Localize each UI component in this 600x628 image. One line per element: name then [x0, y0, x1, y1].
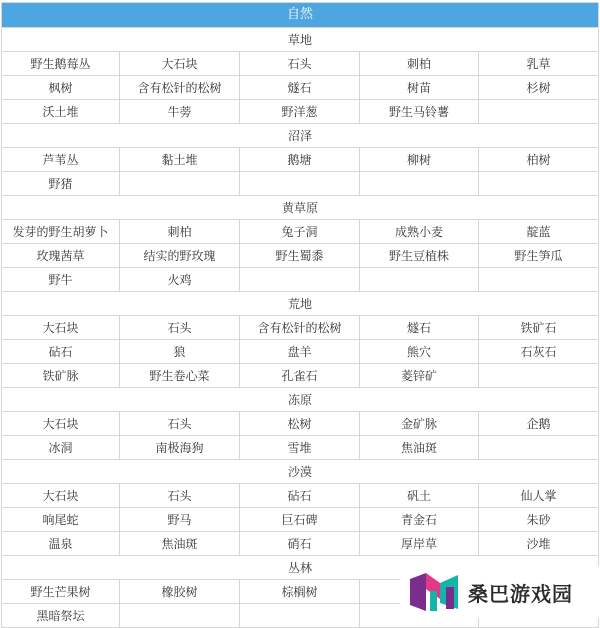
table-cell: 砧石: [2, 340, 120, 364]
table-cell: 企鹅: [479, 412, 599, 436]
site-logo-icon: [406, 569, 464, 615]
table-header-row: [2, 3, 599, 28]
table-cell: 野生豆植株: [360, 244, 479, 268]
table-cell: 松树: [240, 412, 360, 436]
table-cell: 大石块: [2, 484, 120, 508]
table-cell: [479, 268, 599, 292]
table-cell: 朱砂: [479, 508, 599, 532]
table-cell: 柳树: [360, 148, 479, 172]
section-header-row: [2, 196, 599, 220]
table-cell: 硝石: [240, 532, 360, 556]
table-cell: 野生笋瓜: [479, 244, 599, 268]
table-cell: 温泉: [2, 532, 120, 556]
table-cell: 野猪: [2, 172, 120, 196]
table-row: [2, 364, 599, 388]
table-cell: 南极海狗: [120, 436, 240, 460]
table-cell: 刺柏: [120, 220, 240, 244]
table-row: [2, 100, 599, 124]
nature-table: [1, 2, 599, 628]
table-cell: 燧石: [360, 316, 479, 340]
table-cell: 刺柏: [360, 52, 479, 76]
table-cell: 黑暗祭坛: [2, 604, 120, 628]
table-row: [2, 436, 599, 460]
table-body: [2, 28, 599, 628]
section-title: 冻原: [2, 388, 599, 412]
table-cell: 金矿脉: [360, 412, 479, 436]
table-cell: 火鸡: [120, 268, 240, 292]
table-cell: 结实的野玫瑰: [120, 244, 240, 268]
table-cell: 石头: [240, 52, 360, 76]
table-cell: 雪堆: [240, 436, 360, 460]
table-cell: 盘羊: [240, 340, 360, 364]
table-row: [2, 268, 599, 292]
table-cell: 野生蜀黍: [240, 244, 360, 268]
table-cell: 含有松针的松树: [120, 76, 240, 100]
section-title: 沙漠: [2, 460, 599, 484]
section-title: 丛林: [2, 556, 599, 580]
table-cell: 石头: [120, 316, 240, 340]
table-cell: 棕榈树: [240, 580, 360, 604]
table-cell: [120, 604, 240, 628]
section-title: 草地: [2, 28, 599, 52]
table-cell: 响尾蛇: [2, 508, 120, 532]
table-cell: [479, 436, 599, 460]
table-cell: [240, 172, 360, 196]
table-cell: 焦油斑: [120, 532, 240, 556]
table-cell: 矾土: [360, 484, 479, 508]
table-cell: [479, 364, 599, 388]
table-cell: 芦苇丛: [2, 148, 120, 172]
table-row: [2, 52, 599, 76]
table-cell: 树苗: [360, 76, 479, 100]
table-row: [2, 172, 599, 196]
table-cell: [360, 172, 479, 196]
watermark: [400, 566, 600, 618]
table-cell: 枫树: [2, 76, 120, 100]
table-cell: 杉树: [479, 76, 599, 100]
table-cell: 发芽的野生胡萝卜: [2, 220, 120, 244]
watermark-text: 桑巴游戏园: [468, 581, 573, 606]
table-cell: 野牛: [2, 268, 120, 292]
table-cell: 焦油斑: [360, 436, 479, 460]
table-cell: 玫瑰茜草: [2, 244, 120, 268]
section-title: 荒地: [2, 292, 599, 316]
table-row: [2, 508, 599, 532]
table-cell: 沃土堆: [2, 100, 120, 124]
table-cell: 孔雀石: [240, 364, 360, 388]
table-cell: 铁矿石: [479, 316, 599, 340]
table-row: [2, 316, 599, 340]
table-cell: [240, 604, 360, 628]
table-cell: 石灰石: [479, 340, 599, 364]
table-cell: 巨石碑: [240, 508, 360, 532]
table-cell: 沙堆: [479, 532, 599, 556]
table-cell: [120, 172, 240, 196]
table-cell: 柏树: [479, 148, 599, 172]
table-cell: 大石块: [2, 412, 120, 436]
table-cell: 野生马铃薯: [360, 100, 479, 124]
table-cell: 野生卷心菜: [120, 364, 240, 388]
table-cell: 砧石: [240, 484, 360, 508]
table-cell: 大石块: [2, 316, 120, 340]
table-cell: [479, 172, 599, 196]
table-row: [2, 412, 599, 436]
table-row: [2, 148, 599, 172]
table-row: [2, 340, 599, 364]
section-header-row: [2, 460, 599, 484]
section-header-row: [2, 388, 599, 412]
table-cell: 冰洞: [2, 436, 120, 460]
table-cell: 含有松针的松树: [240, 316, 360, 340]
table-cell: 野生芒果树: [2, 580, 120, 604]
table-title: 自然: [2, 3, 599, 28]
table-cell: 野洋葱: [240, 100, 360, 124]
table-cell: 野马: [120, 508, 240, 532]
table-row: [2, 532, 599, 556]
table-cell: 黏土堆: [120, 148, 240, 172]
table-cell: 牛蒡: [120, 100, 240, 124]
section-title: 沼泽: [2, 124, 599, 148]
section-header-row: [2, 292, 599, 316]
table-cell: 大石块: [120, 52, 240, 76]
table-row: [2, 484, 599, 508]
section-header-row: [2, 124, 599, 148]
table-cell: 靛蓝: [479, 220, 599, 244]
table-cell: 橡胶树: [120, 580, 240, 604]
table-cell: 狼: [120, 340, 240, 364]
table-cell: [240, 268, 360, 292]
table-cell: 石头: [120, 484, 240, 508]
section-header-row: [2, 28, 599, 52]
table-row: [2, 244, 599, 268]
section-title: 黄草原: [2, 196, 599, 220]
table-cell: [479, 100, 599, 124]
table-cell: 铁矿脉: [2, 364, 120, 388]
table-cell: [360, 268, 479, 292]
table-cell: 成熟小麦: [360, 220, 479, 244]
table-cell: 野生鹅莓丛: [2, 52, 120, 76]
table-row: [2, 220, 599, 244]
table-cell: 仙人掌: [479, 484, 599, 508]
table-cell: 鹅塘: [240, 148, 360, 172]
table-cell: 青金石: [360, 508, 479, 532]
table-cell: 菱锌矿: [360, 364, 479, 388]
table-row: [2, 76, 599, 100]
table-cell: 燧石: [240, 76, 360, 100]
table-cell: 兔子洞: [240, 220, 360, 244]
table-cell: 厚岸草: [360, 532, 479, 556]
table-cell: 熊穴: [360, 340, 479, 364]
table-cell: 石头: [120, 412, 240, 436]
table-cell: 乳草: [479, 52, 599, 76]
